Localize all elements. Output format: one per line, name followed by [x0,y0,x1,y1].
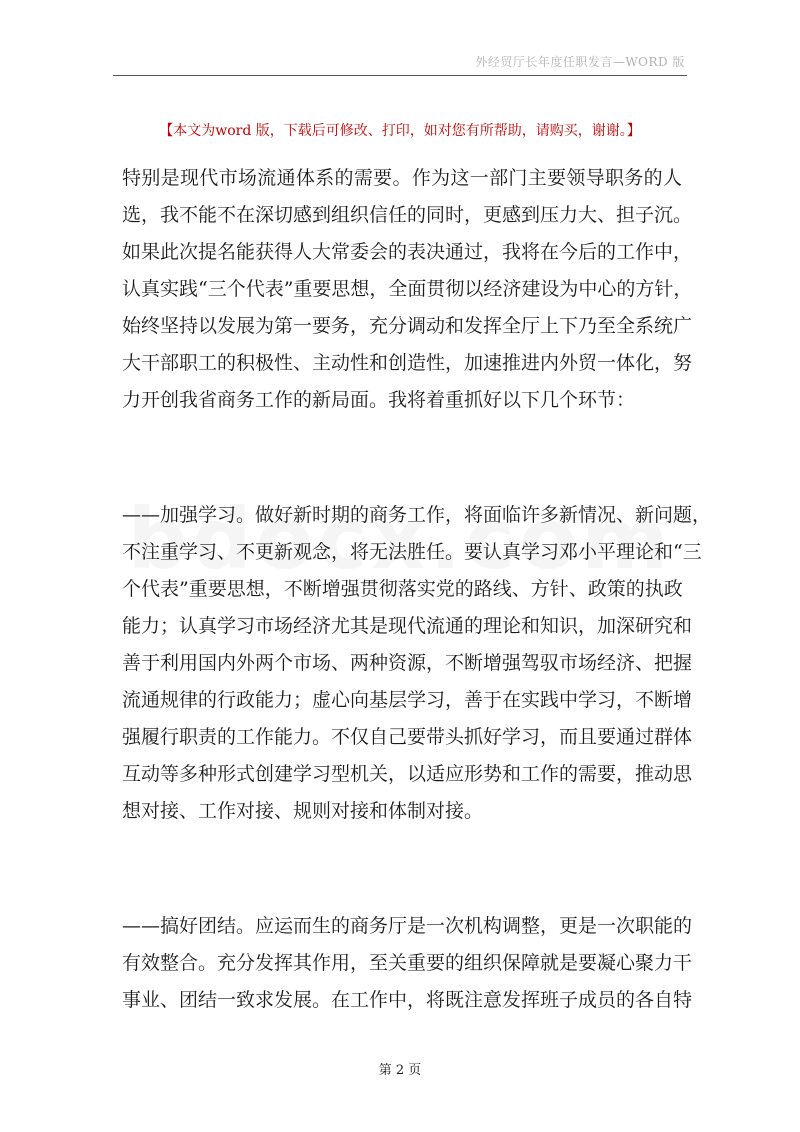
download-notice: 【本文为word 版，下载后可修改、打印，如对您有所帮助，请购买，谢谢。】 [159,123,641,139]
text-line: 始终坚持以发展为第一要务，充分调动和发挥全厅上下乃至全系统广 [122,315,693,337]
text-line: 认真实践“三个代表”重要思想，全面贯彻以经济建设为中心的方针， [122,278,693,300]
text-line: 个代表”重要思想，不断增强贯彻落实党的路线、方针、政策的执政 [122,578,683,600]
paragraph-3 [122,908,693,1019]
text-line: 流通规律的行政能力；虚心向基层学习，善于在实践中学习，不断增 [122,689,693,711]
header-title: 外经贸厅长年度任职发言—WORD 版 [475,55,685,69]
text-line: 特别是现代市场流通体系的需要。作为这一部门主要领导职务的人 [122,167,682,189]
paragraph-2 [122,497,712,830]
text-line: ——加强学习。做好新时期的商务工作，将面临许多新情况、新问题， [122,504,712,526]
text-line: 互动等多种形式创建学习型机关，以适应形势和工作的需要，推动思 [122,763,693,785]
text-line: ——搞好团结。应运而生的商务厅是一次机构调整，更是一次职能的 [122,915,693,937]
text-line: 选，我不能不在深切感到组织信任的同时，更感到压力大、担子沉。 [122,204,693,226]
text-line: 大干部职工的积极性、主动性和创造性，加速推进内外贸一体化，努 [122,352,693,374]
page-number: 第 2 页 [378,1063,422,1078]
text-line: 善于利用国内外两个市场、两种资源，不断增强驾驭市场经济、把握 [122,652,693,674]
text-line: 力开创我省商务工作的新局面。我将着重抓好以下几个环节： [122,389,636,411]
text-line: 有效整合。充分发挥其作用，至关重要的组织保障就是要凝心聚力干 [122,952,693,974]
text-line: 事业、团结一致求发展。在工作中，将既注意发挥班子成员的各自特 [122,989,693,1011]
text-line: 想对接、工作对接、规则对接和体制对接。 [122,800,484,822]
header-rule [113,75,687,76]
text-line: 强履行职责的工作能力。不仅自己要带头抓好学习，而且要通过群体 [122,726,693,748]
paragraph-1 [122,160,693,419]
text-line: 能力；认真学习市场经济尤其是现代流通的理论和知识，加深研究和 [122,615,693,637]
text-line: 不注重学习、不更新观念，将无法胜任。要认真学习邓小平理论和“三 [122,541,702,563]
text-line: 如果此次提名能获得人大常委会的表决通过，我将在今后的工作中， [122,241,693,263]
